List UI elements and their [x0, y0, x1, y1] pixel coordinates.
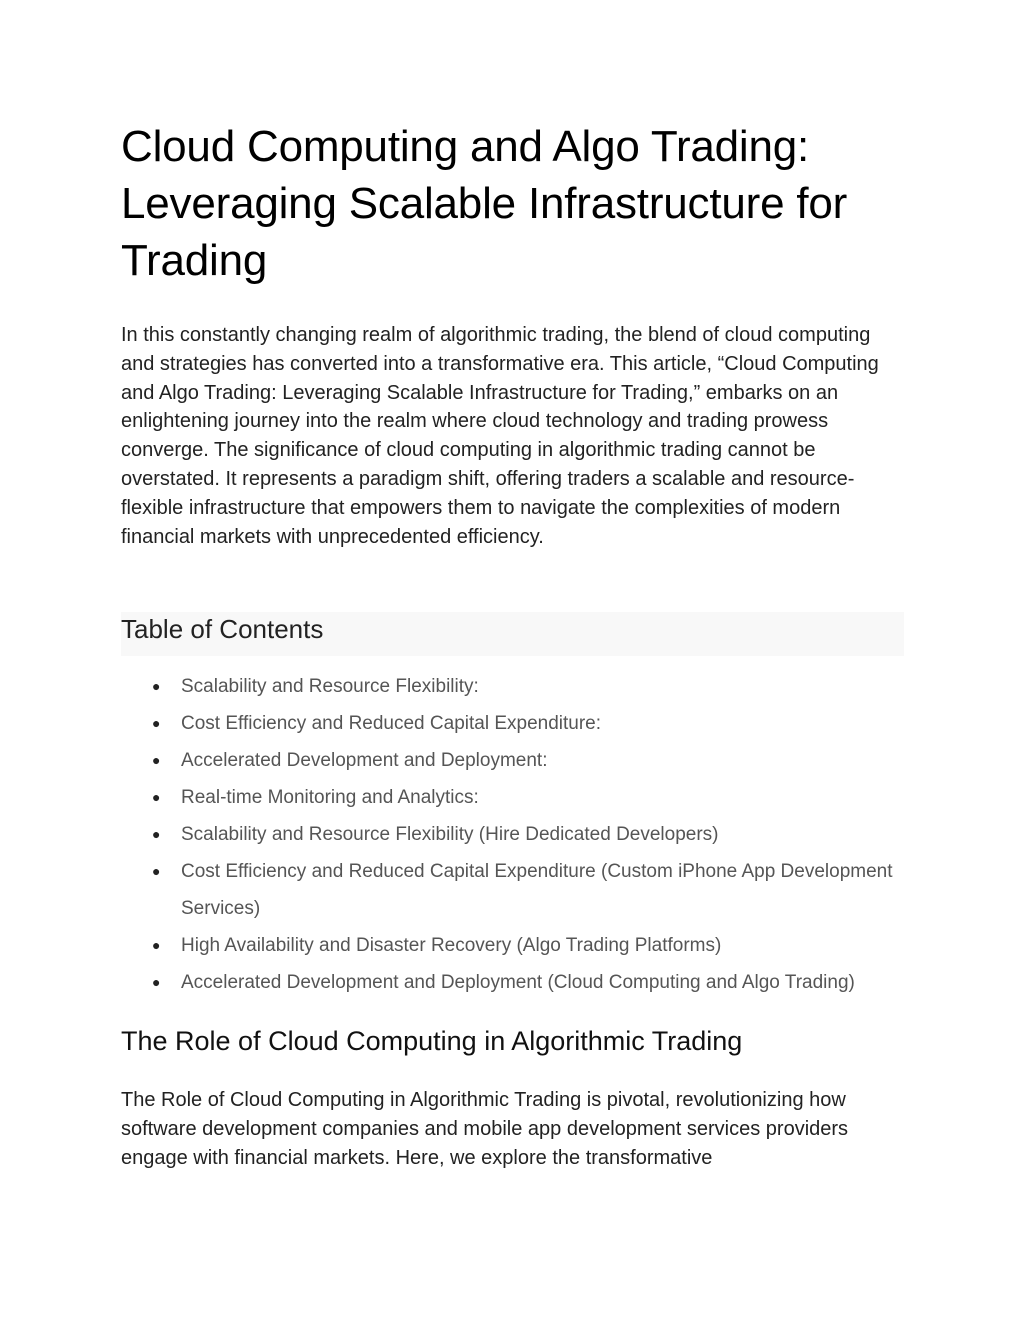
- toc-link[interactable]: Cost Efficiency and Reduced Capital Expenditure (Custom iPhone App Development Services): [181, 861, 893, 919]
- toc-item: [121, 927, 921, 964]
- toc-link[interactable]: Accelerated Development and Deployment:: [181, 750, 548, 771]
- toc-item: [121, 853, 921, 927]
- toc-list: [121, 668, 921, 1001]
- toc-item: [121, 964, 921, 1001]
- toc-link[interactable]: Scalability and Resource Flexibility (Hire Dedicated Developers): [181, 824, 719, 845]
- bullet-icon: ●: [152, 752, 161, 768]
- bullet-icon: ●: [152, 826, 161, 842]
- toc-link[interactable]: High Availability and Disaster Recovery (Algo Trading Platforms): [181, 935, 722, 956]
- intro-paragraph: In this constantly changing realm of algorithmic trading, the blend of cloud computing and strategies has converted into a transformative era. This article, “Cloud Computing and Algo Trading: Leveraging Scalable Infrastructure for Trading,” embarks on an enlightening journey into the realm where cloud technology and trading prowess converge. The significance of cloud computing in algorithmic trading cannot be overstated. It represents a paradigm shift, offering traders a scalable and resource-flexible infrastructure that empowers them to navigate the complexities of modern financial markets with unprecedented efficiency.: [121, 324, 879, 548]
- toc-heading: Table of Contents: [121, 614, 324, 644]
- document-title: Cloud Computing and Algo Trading: Leveraging Scalable Infrastructure for Trading: [121, 122, 848, 285]
- toc-link[interactable]: Cost Efficiency and Reduced Capital Expenditure:: [181, 713, 602, 734]
- toc-link[interactable]: Real-time Monitoring and Analytics:: [181, 787, 479, 808]
- bullet-icon: ●: [152, 863, 161, 879]
- bullet-icon: ●: [152, 937, 161, 953]
- bullet-icon: ●: [152, 715, 161, 731]
- toc-item: [121, 779, 921, 816]
- toc-item: [121, 668, 921, 705]
- toc-link[interactable]: Scalability and Resource Flexibility:: [181, 676, 479, 697]
- table-of-contents-header: [121, 612, 904, 656]
- section-paragraph: The Role of Cloud Computing in Algorithmic Trading is pivotal, revolutionizing how software development companies and mobile app development services providers engage with financial markets. Here, we explore the transformative: [121, 1089, 849, 1169]
- toc-link[interactable]: Accelerated Development and Deployment (Cloud Computing and Algo Trading): [181, 972, 855, 993]
- toc-item: [121, 816, 921, 853]
- bullet-icon: ●: [152, 789, 161, 805]
- section-heading: The Role of Cloud Computing in Algorithmic Trading: [121, 1026, 743, 1056]
- toc-item: [121, 742, 921, 779]
- toc-item: [121, 705, 921, 742]
- bullet-icon: ●: [152, 974, 161, 990]
- bullet-icon: ●: [152, 678, 161, 694]
